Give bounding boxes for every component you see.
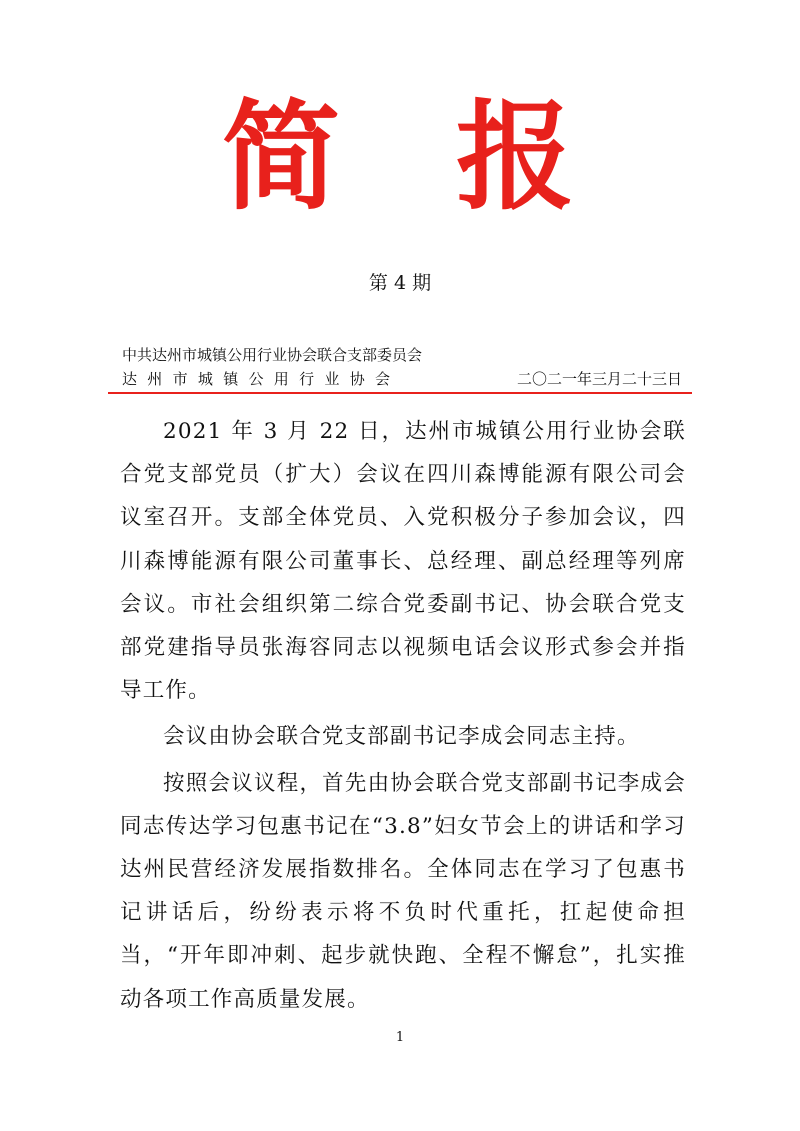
issuing-party-committee: 中共达州市城镇公用行业协会联合支部委员会 — [122, 346, 423, 364]
page-number: 1 — [395, 1030, 405, 1045]
paragraph-2: 会议由协会联合党支部副书记李成会同志主持。 — [163, 724, 640, 750]
issuing-association: 达州市城镇公用行业协会 — [122, 370, 401, 388]
issue-number: 第 4 期 — [368, 272, 432, 294]
paragraph-1: 2021 年 3 月 22 日，达州市城镇公用行业协会联合党支部党员（扩大）会议在四川森博能源有限公司会议室召开。支部全体党员、入党积极分子参加会议，四川森博能源有限公司董事长、总经理、副总经理等列席会议。市社会组织第二综合党委副书记、协会联合党支部党建指导员张海容同志以视频电话会议形式参会并指导工作。 — [120, 419, 686, 704]
masthead-title — [0, 87, 800, 226]
document-body — [120, 410, 686, 1024]
paragraph-3: 按照会议议程，首先由协会联合党支部副书记李成会同志传达学习包惠书记在“3.8”妇女节会上的讲话和学习达州民营经济发展指数排名。全体同志在学习了包惠书记讲话后，纷纷表示将不负时代重托，扛起使命担当，“开年即冲刺、起步就快跑、全程不懈怠”，扎实推动各项工作高质量发展。 — [120, 770, 686, 1012]
masthead-char-jian: 简 — [222, 87, 341, 226]
header-divider — [108, 392, 692, 394]
masthead-char-bao: 报 — [456, 87, 575, 226]
issue-date: 二〇二一年三月二十三日 — [516, 370, 682, 388]
